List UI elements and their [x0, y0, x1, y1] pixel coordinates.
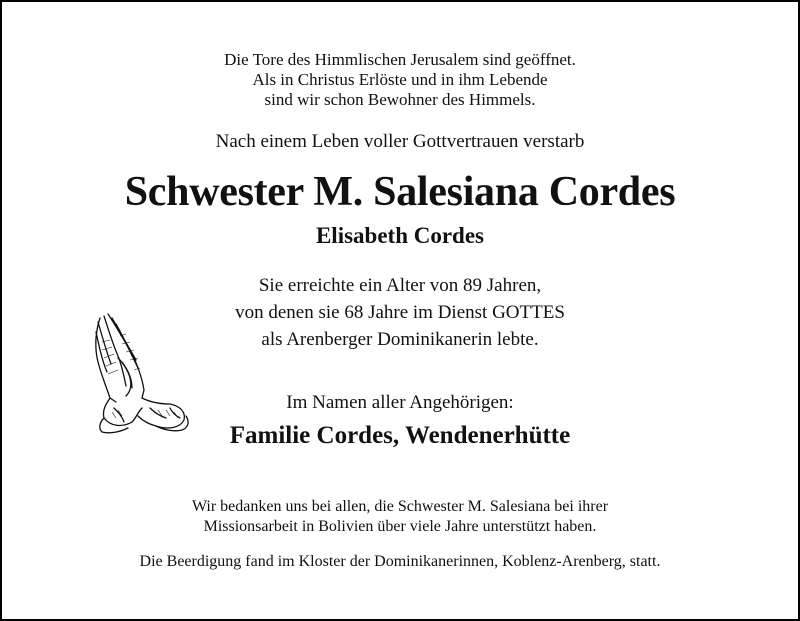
thanks-line: Wir bedanken uns bei allen, die Schwester M. Salesiana bei ihrer [191, 498, 609, 515]
deceased-name: Schwester M. Salesiana Cordes [124, 169, 676, 215]
verse-line: Als in Christus Erlöste und in ihm Lebende [252, 70, 548, 89]
age-line: als Arenberger Dominikanerin lebte. [261, 329, 539, 350]
family-name: Familie Cordes, Wendenerhütte [229, 422, 571, 449]
birth-name: Elisabeth Cordes [315, 223, 485, 248]
intro-text: Nach einem Leben voller Gottvertrauen verstarb [215, 131, 585, 152]
verse-line: Die Tore des Himmlischen Jerusalem sind geöffnet. [224, 50, 576, 69]
age-line: Sie erreichte ein Alter von 89 Jahren, [258, 275, 542, 296]
thanks-text [0, 497, 800, 537]
mourners-intro: Im Namen aller Angehörigen: [286, 392, 514, 413]
bible-verse [0, 50, 800, 110]
verse-line: sind wir schon Bewohner des Himmels. [264, 90, 536, 109]
funeral-note: Die Beerdigung fand im Kloster der Dominikanerinnen, Koblenz-Arenberg, statt. [139, 553, 661, 570]
thanks-line: Missionsarbeit in Bolivien über viele Jahre unterstützt haben. [203, 518, 597, 535]
praying-hands-icon [80, 312, 196, 436]
age-line: von denen sie 68 Jahre im Dienst GOTTES [235, 302, 565, 323]
